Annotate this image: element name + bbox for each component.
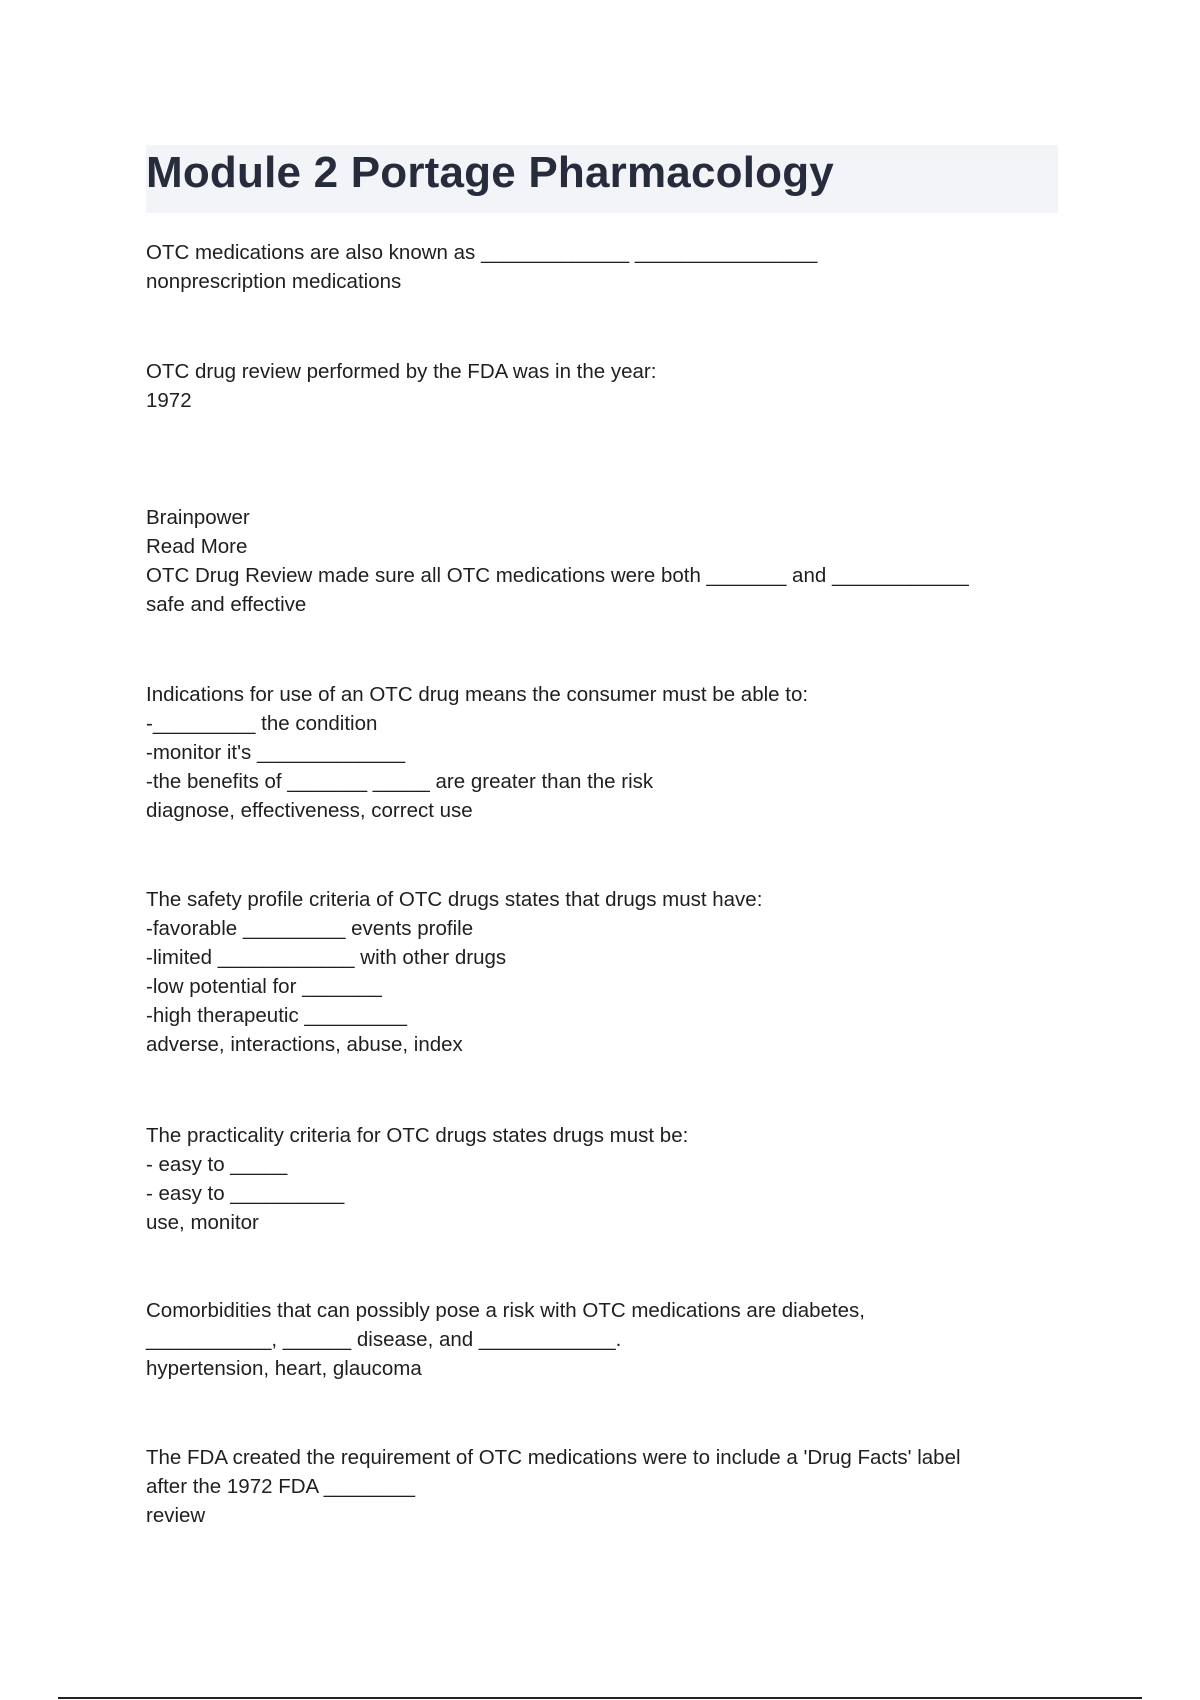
question-text: -favorable _________ events profile bbox=[146, 917, 474, 940]
page-title: Module 2 Portage Pharmacology bbox=[146, 148, 834, 197]
question-text: OTC medications are also known as _____________ ________________ bbox=[146, 241, 818, 264]
answer-text: use, monitor bbox=[146, 1211, 259, 1234]
read-more-link[interactable]: Read More bbox=[146, 535, 248, 558]
question-text: OTC Drug Review made sure all OTC medications were both _______ and ____________ bbox=[146, 564, 969, 587]
question-text: - easy to _____ bbox=[146, 1153, 288, 1176]
question-text: ___________, ______ disease, and ____________. bbox=[146, 1328, 622, 1351]
question-text: Indications for use of an OTC drug means the consumer must be able to: bbox=[146, 683, 809, 706]
question-text: The safety profile criteria of OTC drugs states that drugs must have: bbox=[146, 888, 763, 911]
flashcard-8 bbox=[146, 1443, 1066, 1530]
question-text: Comorbidities that can possibly pose a risk with OTC medications are diabetes, bbox=[146, 1299, 865, 1322]
answer-text: nonprescription medications bbox=[146, 270, 402, 293]
question-text: -high therapeutic _________ bbox=[146, 1004, 408, 1027]
answer-text: hypertension, heart, glaucoma bbox=[146, 1357, 422, 1380]
flashcard-5 bbox=[146, 885, 1066, 1059]
brainpower-label: Brainpower bbox=[146, 506, 250, 529]
answer-text: 1972 bbox=[146, 389, 192, 412]
flashcard-4 bbox=[146, 680, 1066, 825]
answer-text: diagnose, effectiveness, correct use bbox=[146, 799, 473, 822]
answer-text: review bbox=[146, 1504, 206, 1527]
question-text: after the 1972 FDA ________ bbox=[146, 1475, 415, 1498]
question-text: - easy to __________ bbox=[146, 1182, 345, 1205]
flashcard-6 bbox=[146, 1121, 1066, 1237]
flashcard-3 bbox=[146, 503, 1066, 619]
answer-text: adverse, interactions, abuse, index bbox=[146, 1033, 463, 1056]
question-text: The practicality criteria for OTC drugs states drugs must be: bbox=[146, 1124, 689, 1147]
question-text: -monitor it's _____________ bbox=[146, 741, 406, 764]
answer-text: safe and effective bbox=[146, 593, 307, 616]
question-text: -limited ____________ with other drugs bbox=[146, 946, 507, 969]
flashcard-1 bbox=[146, 238, 1066, 296]
flashcard-7 bbox=[146, 1296, 1066, 1383]
flashcard-2 bbox=[146, 357, 1066, 415]
footer-divider bbox=[58, 1697, 1142, 1699]
question-text: -_________ the condition bbox=[146, 712, 378, 735]
question-text: OTC drug review performed by the FDA was in the year: bbox=[146, 360, 657, 383]
question-text: The FDA created the requirement of OTC medications were to include a 'Drug Facts' label bbox=[146, 1446, 961, 1469]
question-text: -the benefits of _______ _____ are greater than the risk bbox=[146, 770, 654, 793]
question-text: -low potential for _______ bbox=[146, 975, 382, 998]
